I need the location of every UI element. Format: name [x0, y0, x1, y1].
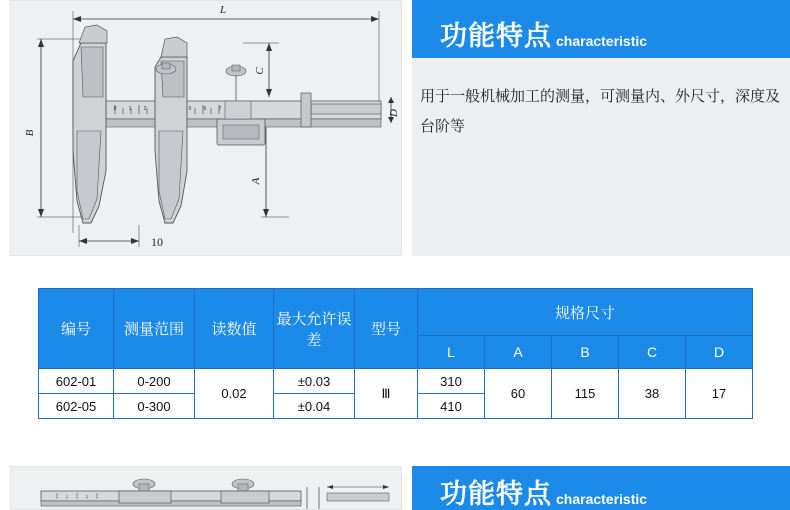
caliper-drawing-svg [11, 1, 402, 256]
cell-id: 602-05 [39, 394, 114, 419]
scale-number: 0 [113, 106, 117, 112]
cell-error: ±0.03 [274, 369, 355, 394]
feature-description: 用于一般机械加工的测量，可测量内、外尺寸，深度及台阶等 [420, 88, 781, 135]
scale-number: 7 [218, 106, 222, 112]
caliper-drawing-secondary-svg [11, 467, 402, 510]
feature-header [412, 0, 790, 58]
dim-label-C: C [254, 67, 266, 75]
scale-number: 1 [128, 106, 132, 112]
dim-label-A: A [250, 177, 262, 185]
feature-panel-secondary [412, 466, 790, 510]
header-range: 测量范围 [114, 289, 195, 369]
cell-range: 0-200 [114, 369, 195, 394]
scale-number: 6 [203, 106, 207, 112]
cell-range: 0-300 [114, 394, 195, 419]
feature-title: 功能特点 [440, 21, 552, 51]
header-dim-C: C [619, 336, 686, 369]
header-dim-B: B [552, 336, 619, 369]
bottom-section [0, 466, 790, 510]
feature-subtitle-secondary: characteristic [556, 491, 648, 507]
cell-dim-D: 17 [686, 369, 753, 419]
cell-error: ±0.04 [274, 394, 355, 419]
cell-reading: 0.02 [195, 369, 274, 419]
feature-panel [412, 0, 790, 256]
header-error: 最大允许误差 [274, 289, 355, 369]
cell-dim-L: 310 [418, 369, 485, 394]
header-id: 编号 [39, 289, 114, 369]
cell-model: Ⅲ [355, 369, 418, 419]
header-spec-group: 规格尺寸 [418, 289, 753, 336]
feature-subtitle: characteristic [556, 33, 648, 49]
header-dim-L: L [418, 336, 485, 369]
dim-label-base-10: 10 [151, 235, 163, 249]
cell-dim-B: 115 [552, 369, 619, 419]
specification-table [38, 288, 753, 419]
header-dim-D: D [686, 336, 753, 369]
header-dim-A: A [485, 336, 552, 369]
cell-id: 602-01 [39, 369, 114, 394]
dim-label-D: D [388, 109, 400, 117]
cell-dim-A: 60 [485, 369, 552, 419]
cell-dim-C: 38 [619, 369, 686, 419]
caliper-technical-drawing-secondary [10, 466, 402, 510]
dim-label-L: L [219, 4, 227, 16]
cell-dim-L: 410 [418, 394, 485, 419]
feature-title-secondary: 功能特点 [440, 479, 552, 509]
table-row [39, 369, 753, 394]
caliper-technical-drawing [10, 0, 402, 256]
header-model: 型号 [355, 289, 418, 369]
scale-number: 5 [188, 106, 192, 112]
feature-header-secondary [440, 481, 647, 508]
dim-label-B: B [24, 129, 36, 137]
header-reading: 读数值 [195, 289, 274, 369]
table-header-row [39, 289, 753, 336]
scale-number: 2 [143, 106, 147, 112]
